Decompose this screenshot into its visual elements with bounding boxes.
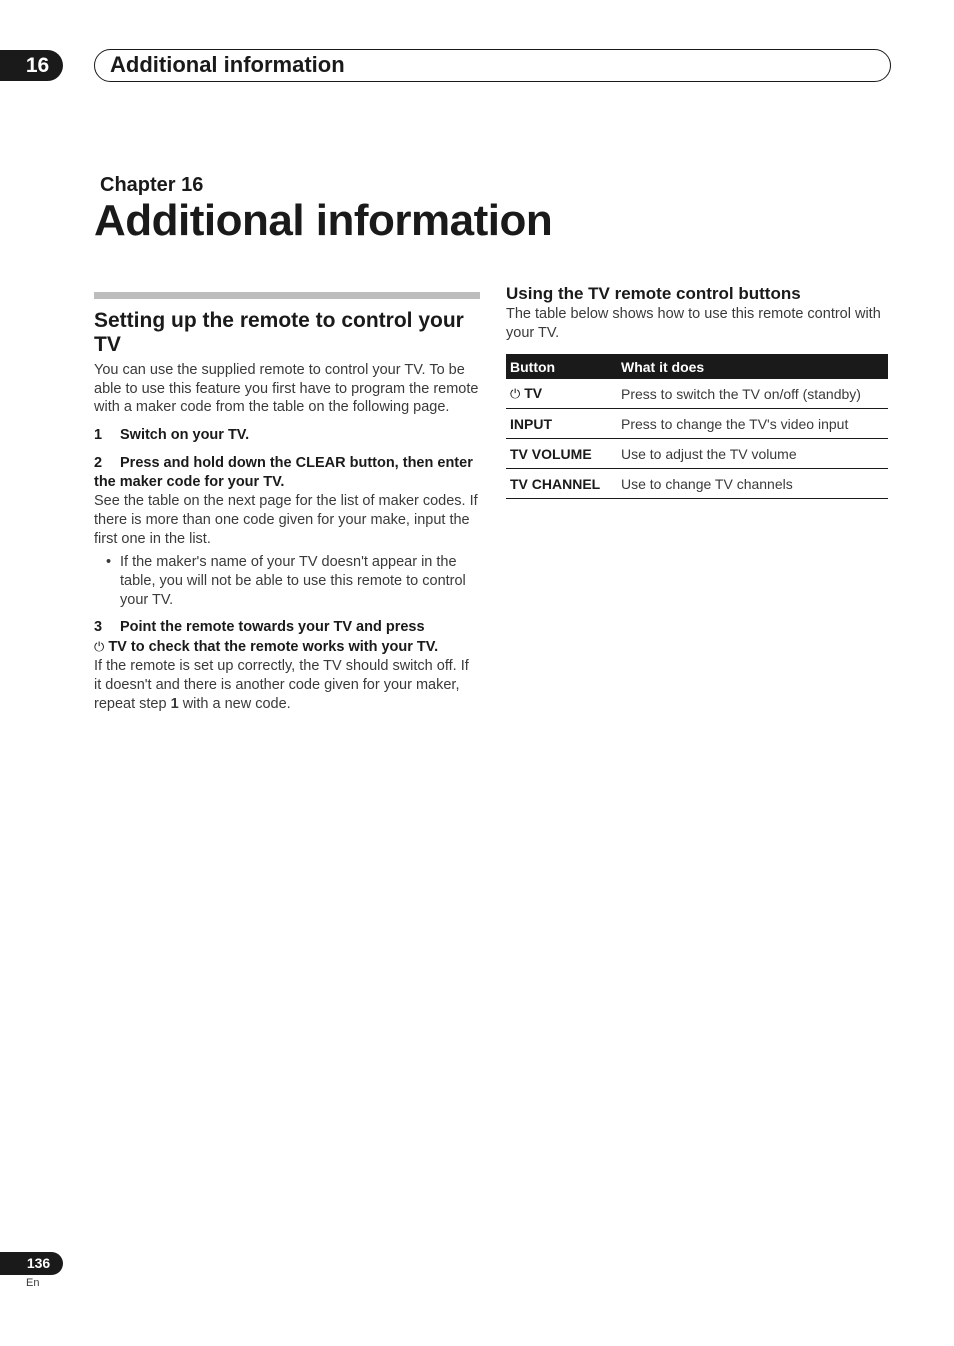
column-header-button: Button [506,354,617,379]
step-text-continued: TV to check that the remote works with your TV. [108,639,439,656]
description-cell: Use to change TV channels [617,469,888,499]
table-row [506,379,888,409]
step-reference: 1 [170,695,179,712]
column-header-what-it-does: What it does [617,354,888,379]
step-text: Press and hold down the CLEAR button, then enter the maker code for your TV. [94,455,473,491]
step-text: Switch on your TV. [120,427,250,444]
tv-buttons-table [506,354,888,499]
bullet-icon: • [106,554,112,571]
description-cell: Press to change the TV's video input [617,409,888,439]
chapter-title: Additional information [94,196,553,245]
button-cell: TV CHANNEL [506,469,617,499]
section-intro: You can use the supplied remote to control your TV. To be able to use this feature you first have to program the remote with a maker code from the table on the following page. [94,362,479,416]
step-2 [94,454,480,492]
chapter-label: Chapter 16 [100,174,204,196]
running-header [94,49,891,82]
button-cell: INPUT [506,409,617,439]
chapter-number-tab: 16 [0,50,63,81]
step-number: 1 [94,427,103,444]
step-2-note [94,553,480,609]
step-3-body-text: If the remote is set up correctly, the TV should switch off. If it doesn't and there is another code given for your maker, repeat step [94,658,469,712]
note-text: If the maker's name of your TV doesn't appear in the table, you will not be able to use this remote to control your TV. [120,554,466,608]
running-header-title: Additional information [110,52,345,77]
table-header-row [506,354,888,379]
button-cell: TV VOLUME [506,439,617,469]
page-number: 136 [0,1252,63,1275]
table-row [506,409,888,439]
right-column [506,284,888,499]
step-text: Point the remote towards your TV and press [120,619,425,636]
table-row [506,439,888,469]
section-heading-tv-buttons: Using the TV remote control buttons [506,284,801,303]
section-rule [94,292,480,299]
tv-buttons-intro: The table below shows how to use this remote control with your TV. [506,306,881,341]
power-icon: ⏻ [94,639,105,655]
section-heading-remote-setup: Setting up the remote to control your TV [94,309,464,356]
step-1 [94,426,480,445]
button-cell [506,379,617,409]
step-3 [94,618,480,657]
step-3-body-end: with a new code. [182,695,291,712]
description-cell: Press to switch the TV on/off (standby) [617,379,888,409]
power-icon: ⏻ [510,386,521,402]
left-column [94,292,480,713]
step-3-body [94,657,480,713]
table-row [506,469,888,499]
language-code: En [26,1277,40,1289]
step-number: 3 [94,619,103,636]
step-2-body: See the table on the next page for the list of maker codes. If there is more than one code given for your make, input the first one in the list. [94,493,478,547]
button-name: TV [524,385,543,402]
description-cell: Use to adjust the TV volume [617,439,888,469]
step-number: 2 [94,455,103,472]
